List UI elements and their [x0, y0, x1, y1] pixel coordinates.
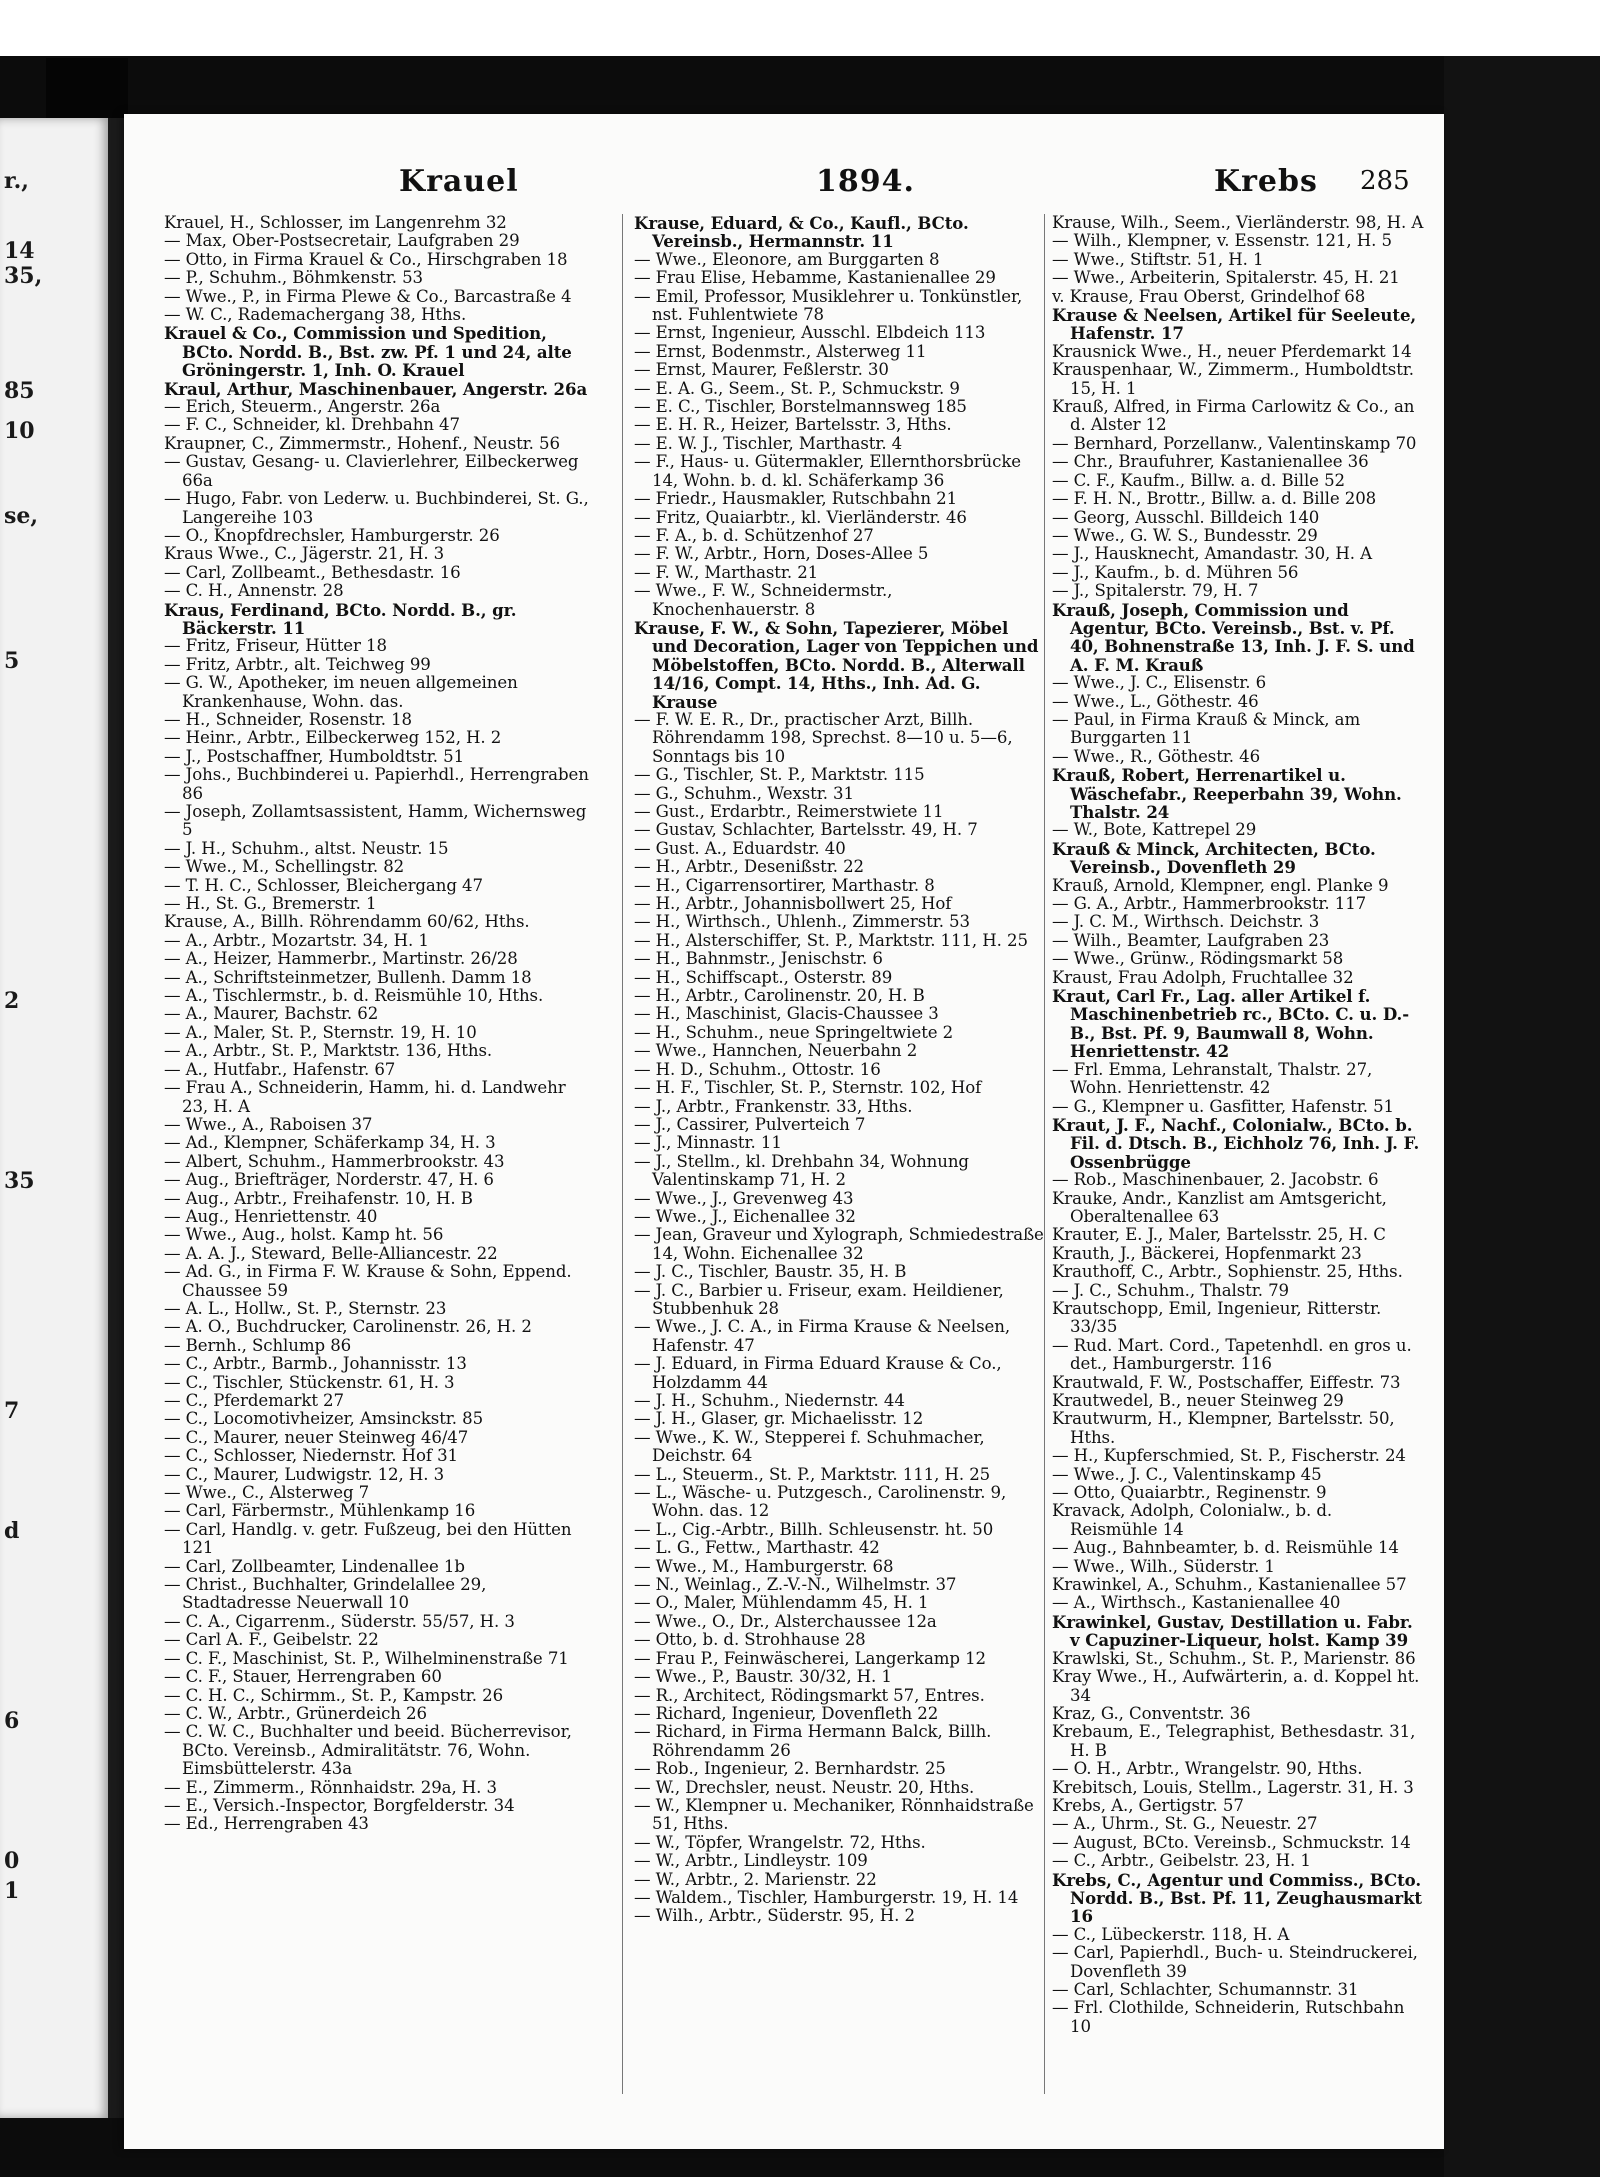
directory-entry: — H., Kupferschmied, St. P., Fischerstr. 24: [1052, 1446, 1406, 1466]
directory-entry: — W., Drechsler, neust. Neustr. 20, Hths.: [634, 1777, 975, 1797]
column-divider: [1044, 214, 1045, 2094]
directory-entry: — Friedr., Hausmakler, Rutschbahn 21: [634, 489, 958, 509]
directory-entry: — Aug., Arbtr., Freihafenstr. 10, H. B: [164, 1188, 473, 1208]
directory-entry: — C. F., Kaufm., Billw. a. d. Bille 52: [1052, 470, 1345, 490]
directory-entry: — C., Lübeckerstr. 118, H. A: [1052, 1924, 1290, 1944]
directory-entry: Kraupner, C., Zimmermstr., Hohenf., Neustr. 56: [164, 433, 560, 453]
directory-entry: — Carl, Zollbeamter, Lindenallee 1b: [164, 1556, 465, 1576]
directory-entry: — H., Schiffscapt., Osterstr. 89: [634, 967, 893, 987]
directory-entry: Krebaum, E., Telegraphist, Bethesdastr. 31, H. B: [1052, 1722, 1416, 1760]
directory-entry: — Otto, in Firma Krauel & Co., Hirschgraben 18: [164, 249, 568, 269]
directory-entry: — H., Arbtr., Desenißstr. 22: [634, 857, 864, 877]
directory-entry: — Frl. Emma, Lehranstalt, Thalstr. 27, Wohn. Henriettenstr. 42: [1052, 1059, 1373, 1098]
directory-entry: — J. H., Glaser, gr. Michaelisstr. 12: [634, 1409, 924, 1429]
directory-entry: — Joseph, Zollamtsassistent, Hamm, Wichernsweg 5: [164, 802, 587, 840]
directory-entry: — T. H. C., Schlosser, Bleichergang 47: [164, 875, 483, 895]
directory-entry: — Wilh., Beamter, Laufgraben 23: [1052, 930, 1330, 950]
directory-entry: — C., Arbtr., Geibelstr. 23, H. 1: [1052, 1851, 1311, 1871]
scan-right-border: [1444, 56, 1600, 2177]
directory-entry: Krautwedel, B., neuer Steinweg 29: [1052, 1391, 1344, 1410]
directory-entry: Krautwald, F. W., Postschaffer, Eiffestr. 73: [1052, 1372, 1401, 1392]
directory-entry: — Ernst, Ingenieur, Ausschl. Elbdeich 113: [634, 323, 986, 343]
directory-entry: — Wwe., R., Göthestr. 46: [1052, 746, 1261, 766]
directory-entry: — Wwe., F. W., Schneidermstr., Knochenhauerstr. 8: [634, 581, 893, 619]
directory-entry: — Wwe., P., Baustr. 30/32, H. 1: [634, 1667, 892, 1687]
directory-entry: Krauthoff, C., Arbtr., Sophienstr. 25, Hths.: [1052, 1262, 1403, 1282]
directory-entry: Krauß, Joseph, Commission und Agentur, BCto. Vereinsb., Bst. v. Pf. 40, Bohnenstraße 13, Inh. J. F. S. und A. F. M. Krauß: [1052, 599, 1415, 675]
directory-entry: — J. H., Schuhm., altst. Neustr. 15: [164, 838, 449, 858]
directory-entry: — W., Arbtr., 2. Marienstr. 22: [634, 1869, 877, 1889]
directory-entry: — Frl. Clothilde, Schneiderin, Rutschbahn 10: [1052, 1998, 1405, 2036]
directory-entry: Krauter, E. J., Maler, Bartelsstr. 25, H. C: [1052, 1225, 1386, 1245]
directory-entry: Krauß, Robert, Herrenartikel u. Wäschefabr., Reeperbahn 39, Wohn. Thalstr. 24: [1052, 765, 1402, 822]
directory-entry: — Wwe., G. W. S., Bundesstr. 29: [1052, 525, 1318, 545]
directory-entry: — Ernst, Maurer, Feßlerstr. 30: [634, 360, 889, 380]
directory-entry: — Wwe., J. C., Valentinskamp 45: [1052, 1464, 1322, 1484]
directory-page: [124, 114, 1444, 2149]
directory-entry: Krause & Neelsen, Artikel für Seeleute, Hafenstr. 17: [1052, 305, 1417, 344]
directory-entry: — Jean, Graveur und Xylograph, Schmiedestraße 14, Wohn. Eichenallee 32: [634, 1225, 1044, 1263]
directory-entry: — Waldem., Tischler, Hamburgerstr. 19, H. 14: [634, 1887, 1019, 1907]
directory-entry: — E., Zimmerm., Rönnhaidstr. 29a, H. 3: [164, 1777, 497, 1797]
directory-entry: — L., Wäsche- u. Putzgesch., Carolinenstr. 9, Wohn. das. 12: [634, 1483, 1007, 1521]
directory-entry: — C., Maurer, neuer Steinweg 46/47: [164, 1427, 469, 1447]
directory-entry: Krawlski, St., Schuhm., St. P., Marienstr. 86: [1052, 1648, 1416, 1668]
directory-entry: — A., Uhrm., St. G., Neuestr. 27: [1052, 1814, 1318, 1834]
directory-entry: — J. C., Barbier u. Friseur, exam. Heildiener, Stubbenhuk 28: [634, 1280, 1004, 1318]
directory-entry: — G. A., Arbtr., Hammerbrookstr. 117: [1052, 894, 1367, 914]
directory-entry: — A., Arbtr., Mozartstr. 34, H. 1: [164, 930, 429, 950]
directory-entry: — C., Maurer, Ludwigstr. 12, H. 3: [164, 1464, 445, 1484]
directory-entry: — C. H., Annenstr. 28: [164, 581, 344, 601]
previous-page-fragment: se,: [4, 503, 39, 529]
directory-entry: — Christ., Buchhalter, Grindelallee 29, Stadtadresse Neuerwall 10: [164, 1575, 487, 1613]
scan-dark-corner: [46, 58, 128, 122]
previous-page-fragment: 35,: [4, 263, 43, 289]
directory-entry: — E. W. J., Tischler, Marthastr. 4: [634, 433, 903, 453]
directory-entry: — Wwe., M., Hamburgerstr. 68: [634, 1556, 894, 1576]
directory-entry: — C., Locomotivheizer, Amsinckstr. 85: [164, 1409, 484, 1429]
directory-entry: — A., Tischlermstr., b. d. Reismühle 10, Hths.: [164, 986, 544, 1006]
directory-entry: — Carl, Handlg. v. getr. Fußzeug, bei den Hütten 121: [164, 1519, 572, 1558]
directory-entry: — Wwe., Stiftstr. 51, H. 1: [1052, 249, 1264, 269]
directory-entry: — J. C. M., Wirthsch. Deichstr. 3: [1052, 912, 1320, 932]
directory-column-2: [634, 214, 1044, 2074]
header-year: 1894.: [816, 164, 915, 199]
directory-entry: Krauth, J., Bäckerei, Hopfenmarkt 23: [1052, 1243, 1362, 1263]
directory-entry: — F., Haus- u. Gütermakler, Ellernthorsbrücke 14, Wohn. b. d. kl. Schäferkamp 36: [634, 452, 1022, 490]
previous-page-fragment: 6: [4, 1708, 20, 1734]
directory-entry: — Wwe., J. C. A., in Firma Krause & Neelsen, Hafenstr. 47: [634, 1317, 1011, 1355]
directory-entry: — C. H. C., Schirmm., St. P., Kampstr. 26: [164, 1685, 504, 1705]
directory-entry: Kravack, Adolph, Colonialw., b. d. Reismühle 14: [1052, 1501, 1333, 1539]
directory-entry: Krebs, C., Agentur und Commiss., BCto. Nordd. B., Bst. Pf. 11, Zeughausmarkt 16: [1052, 1869, 1422, 1927]
directory-entry: — W., Arbtr., Lindleystr. 109: [634, 1851, 868, 1871]
directory-entry: — August, BCto. Vereinsb., Schmuckstr. 14: [1052, 1832, 1411, 1852]
directory-entry: — N., Weinlag., Z.-V.-N., Wilhelmstr. 37: [634, 1575, 957, 1595]
directory-entry: — A. A. J., Steward, Belle-Alliancestr. 22: [164, 1243, 498, 1263]
directory-entry: — Wilh., Klempner, v. Essenstr. 121, H. 5: [1052, 231, 1392, 251]
previous-page-edge: [0, 118, 110, 2118]
directory-entry: Krause, F. W., & Sohn, Tapezierer, Möbel und Decoration, Lager von Teppichen und Möbelstoffen, BCto. Nordd. B., Alterwall 14/16, Compt. 14, Hths., Inh. Ad. G. Krause: [634, 617, 1039, 712]
previous-page-fragment: 10: [4, 418, 35, 444]
directory-entry: — Paul, in Firma Krauß & Minck, am Burggarten 11: [1052, 709, 1361, 748]
directory-entry: — J., Kaufm., b. d. Mühren 56: [1052, 562, 1299, 582]
directory-entry: — H., Cigarrensortirer, Marthastr. 8: [634, 875, 935, 895]
directory-entry: — Wwe., J., Eichenallee 32: [634, 1206, 856, 1226]
directory-entry: Krebitsch, Louis, Stellm., Lagerstr. 31, H. 3: [1052, 1777, 1414, 1797]
directory-entry: — Wwe., J., Grevenweg 43: [634, 1188, 854, 1208]
directory-entry: Kraust, Frau Adolph, Fruchtallee 32: [1052, 967, 1354, 987]
directory-entry: — A. O., Buchdrucker, Carolinenstr. 26, H. 2: [164, 1317, 532, 1337]
directory-entry: — Frau P., Feinwäscherei, Langerkamp 12: [634, 1648, 987, 1668]
directory-entry: Kraut, Carl Fr., Lag. aller Artikel f. Maschinenbetrieb rc., BCto. C. u. D.-B., Bst. Pf. 9, Baumwall 8, Wohn. Henriettenstr. 42: [1052, 986, 1409, 1062]
directory-entry: Krauel, H., Schlosser, im Langenrehm 32: [164, 214, 507, 232]
directory-entry: — A., Maler, St. P., Sternstr. 19, H. 10: [164, 1022, 477, 1042]
directory-entry: — Gust., Erdarbtr., Reimerstwiete 11: [634, 802, 944, 821]
directory-entry: — Carl A. F., Geibelstr. 22: [164, 1630, 379, 1650]
directory-entry: — C., Tischler, Stückenstr. 61, H. 3: [164, 1372, 455, 1392]
directory-entry: — E. H. R., Heizer, Bartelsstr. 3, Hths.: [634, 415, 952, 435]
directory-entry: — Wwe., Eleonore, am Burggarten 8: [634, 249, 940, 269]
directory-entry: — J., Arbtr., Frankenstr. 33, Hths.: [634, 1096, 913, 1116]
directory-entry: — F. A., b. d. Schützenhof 27: [634, 525, 874, 545]
directory-entry: — A., Maurer, Bachstr. 62: [164, 1004, 379, 1024]
directory-entry: — C. W., Arbtr., Grünerdeich 26: [164, 1703, 427, 1723]
directory-entry: Kray Wwe., H., Aufwärterin, a. d. Koppel ht. 34: [1052, 1667, 1420, 1705]
directory-entry: — Richard, in Firma Hermann Balck, Billh. Röhrendamm 26: [634, 1722, 992, 1760]
directory-entry: — E. C., Tischler, Borstelmannsweg 185: [634, 397, 967, 417]
directory-entry: Kraul, Arthur, Maschinenbauer, Angerstr. 26a: [164, 378, 588, 399]
directory-entry: — H., Schneider, Rosenstr. 18: [164, 709, 412, 729]
directory-entry: — H., St. G., Bremerstr. 1: [164, 894, 377, 914]
directory-entry: — Johs., Buchbinderei u. Papierhdl., Herrengraben 86: [164, 765, 589, 803]
directory-entry: — F. W., Marthastr. 21: [634, 562, 819, 582]
directory-entry: — Aug., Bahnbeamter, b. d. Reismühle 14: [1052, 1538, 1399, 1558]
page-header: [124, 158, 1444, 210]
directory-entry: — Bernh., Schlump 86: [164, 1335, 352, 1355]
directory-entry: — Wwe., Hannchen, Neuerbahn 2: [634, 1041, 918, 1061]
directory-entry: Kraut, J. F., Nachf., Colonialw., BCto. b. Fil. d. Dtsch. B., Eichholz 76, Inh. J. F. Ossenbrügge: [1052, 1114, 1420, 1172]
directory-entry: — G. W., Apotheker, im neuen allgemeinen Krankenhause, Wohn. das.: [164, 673, 518, 711]
directory-column-1: [164, 214, 594, 2074]
directory-entry: — Gustav, Schlachter, Bartelsstr. 49, H. 7: [634, 820, 978, 840]
directory-entry: — L. G., Fettw., Marthastr. 42: [634, 1538, 880, 1558]
directory-entry: — J. C., Tischler, Baustr. 35, H. B: [634, 1262, 907, 1282]
page-number: 285: [1360, 166, 1410, 196]
directory-entry: — Wwe., A., Raboisen 37: [164, 1114, 373, 1134]
previous-page-fragment: 14: [4, 238, 35, 264]
directory-entry: — A. L., Hollw., St. P., Sternstr. 23: [164, 1298, 447, 1318]
directory-entry: — Max, Ober-Postsecretair, Laufgraben 29: [164, 231, 520, 251]
directory-entry: — Otto, Quaiarbtr., Reginenstr. 9: [1052, 1483, 1327, 1503]
directory-entry: Krauel & Co., Commission und Spedition, BCto. Nordd. B., Bst. zw. Pf. 1 und 24, alte Gröningerstr. 1, Inh. O. Krauel: [164, 323, 572, 381]
directory-entry: Krauß, Arnold, Klempner, engl. Planke 9: [1052, 875, 1389, 895]
directory-entry: — J., Stellm., kl. Drehbahn 34, Wohnung Valentinskamp 71, H. 2: [634, 1151, 969, 1190]
previous-page-fragment: 1: [4, 1878, 20, 1904]
directory-entry: — Wwe., Wilh., Süderstr. 1: [1052, 1556, 1275, 1576]
directory-entry: — E. A. G., Seem., St. P., Schmuckstr. 9: [634, 378, 960, 398]
directory-entry: — Ernst, Bodenmstr., Alsterweg 11: [634, 341, 927, 361]
directory-entry: — F. C., Schneider, kl. Drehbahn 47: [164, 415, 460, 435]
previous-page-fragment: 7: [4, 1398, 20, 1424]
directory-entry: — Aug., Henriettenstr. 40: [164, 1206, 378, 1226]
directory-entry: — Aug., Briefträger, Norderstr. 47, H. 6: [164, 1170, 494, 1190]
directory-entry: — Otto, b. d. Strohhause 28: [634, 1630, 866, 1650]
directory-entry: Krauspenhaar, W., Zimmerm., Humboldtstr. 15, H. 1: [1052, 360, 1414, 398]
directory-entry: — C. A., Cigarrenm., Süderstr. 55/57, H. 3: [164, 1611, 515, 1631]
directory-column-3: [1052, 214, 1424, 2074]
directory-entry: — Chr., Braufuhrer, Kastanienallee 36: [1052, 452, 1369, 472]
directory-entry: — Frau A., Schneiderin, Hamm, hi. d. Landwehr 23, H. A: [164, 1078, 566, 1116]
directory-entry: — Fritz, Arbtr., alt. Teichweg 99: [164, 654, 431, 674]
directory-entry: — Rud. Mart. Cord., Tapetenhdl. en gros u. det., Hamburgerstr. 116: [1052, 1335, 1412, 1374]
directory-entry: — J., Minnastr. 11: [634, 1133, 782, 1153]
directory-entry: Krauke, Andr., Kanzlist am Amtsgericht, Oberaltenallee 63: [1052, 1188, 1387, 1226]
directory-entry: — J., Cassirer, Pulverteich 7: [634, 1114, 866, 1134]
directory-entry: — J., Hausknecht, Amandastr. 30, H. A: [1052, 544, 1373, 564]
directory-entry: — C., Arbtr., Barmb., Johannisstr. 13: [164, 1354, 467, 1374]
directory-entry: — Fritz, Quaiarbtr., kl. Vierländerstr. 46: [634, 507, 967, 527]
directory-entry: — A., Arbtr., St. P., Marktstr. 136, Hths.: [164, 1041, 493, 1061]
directory-entry: — H., Alsterschiffer, St. P., Marktstr. 111, H. 25: [634, 930, 1028, 950]
directory-entry: Kraus Wwe., C., Jägerstr. 21, H. 3: [164, 544, 445, 564]
directory-entry: — O. H., Arbtr., Wrangelstr. 90, Hths.: [1052, 1759, 1363, 1779]
directory-entry: — Wwe., Arbeiterin, Spitalerstr. 45, H. 21: [1052, 268, 1400, 288]
directory-entry: — J., Postschaffner, Humboldtstr. 51: [164, 746, 465, 766]
directory-entry: — H., Arbtr., Johannisbollwert 25, Hof: [634, 894, 952, 914]
directory-entry: Krause, Eduard, & Co., Kaufl., BCto. Vereinsb., Hermannstr. 11: [634, 214, 969, 252]
directory-entry: — Wwe., Grünw., Rödingsmarkt 58: [1052, 949, 1344, 969]
directory-entry: Krebs, A., Gertigstr. 57: [1052, 1795, 1244, 1815]
directory-entry: Krauß & Minck, Architecten, BCto. Vereinsb., Dovenfleth 29: [1052, 838, 1376, 878]
directory-entry: — Fritz, Friseur, Hütter 18: [164, 636, 387, 656]
directory-entry: Kraus, Ferdinand, BCto. Nordd. B., gr. Bäckerstr. 11: [164, 599, 517, 638]
directory-entry: — L., Cig.-Arbtr., Billh. Schleusenstr. ht. 50: [634, 1519, 994, 1539]
directory-entry: — P., Schuhm., Böhmkenstr. 53: [164, 268, 424, 288]
directory-entry: — Wwe., C., Alsterweg 7: [164, 1483, 370, 1503]
directory-entry: — E., Versich.-Inspector, Borgfelderstr. 34: [164, 1795, 515, 1815]
directory-entry: Krause, A., Billh. Röhrendamm 60/62, Hths.: [164, 912, 530, 932]
directory-entry: — Ad., Klempner, Schäferkamp 34, H. 3: [164, 1133, 496, 1153]
directory-entry: — J. H., Schuhm., Niedernstr. 44: [634, 1391, 905, 1410]
directory-entry: — F. H. N., Brottr., Billw. a. d. Bille 208: [1052, 489, 1377, 509]
directory-entry: — A., Heizer, Hammerbr., Martinstr. 26/28: [164, 949, 518, 969]
directory-entry: — Wwe., P., in Firma Plewe & Co., Barcastraße 4: [164, 286, 572, 306]
directory-entry: — H. D., Schuhm., Ottostr. 16: [634, 1059, 881, 1079]
directory-entry: — C., Pferdemarkt 27: [164, 1391, 344, 1410]
directory-entry: — Ad. G., in Firma F. W. Krause & Sohn, Eppend. Chaussee 59: [164, 1262, 572, 1300]
directory-entry: — Carl, Färbermstr., Mühlenkamp 16: [164, 1501, 476, 1521]
previous-page-fragment: 5: [4, 648, 20, 674]
directory-entry: — Gustav, Gesang- u. Clavierlehrer, Eilbeckerweg 66a: [164, 452, 579, 490]
directory-entry: — W., Klempner u. Mechaniker, Rönnhaidstraße 51, Hths.: [634, 1795, 1034, 1834]
header-right-word: Krebs: [1214, 164, 1318, 199]
directory-entry: — J. Eduard, in Firma Eduard Krause & Co., Holzdamm 44: [634, 1354, 1002, 1392]
directory-entry: — Wwe., Aug., holst. Kamp ht. 56: [164, 1225, 444, 1245]
directory-entry: — Rob., Maschinenbauer, 2. Jacobstr. 6: [1052, 1170, 1379, 1190]
directory-entry: — A., Wirthsch., Kastanienallee 40: [1052, 1593, 1341, 1613]
directory-entry: — C., Schlosser, Niedernstr. Hof 31: [164, 1446, 458, 1466]
directory-entry: — O., Maler, Mühlendamm 45, H. 1: [634, 1593, 929, 1613]
directory-entry: — H., Bahnmstr., Jenischstr. 6: [634, 949, 883, 969]
directory-entry: — C. F., Maschinist, St. P., Wilhelminenstraße 71: [164, 1648, 569, 1668]
directory-entry: Krautwurm, H., Klempner, Bartelsstr. 50, Hths.: [1052, 1409, 1395, 1447]
previous-page-fragment: 0: [4, 1848, 20, 1874]
directory-entry: — Hugo, Fabr. von Lederw. u. Buchbinderei, St. G., Langereihe 103: [164, 489, 589, 527]
directory-entry: — H., Maschinist, Glacis-Chaussee 3: [634, 1004, 939, 1024]
directory-entry: — Albert, Schuhm., Hammerbrookstr. 43: [164, 1151, 505, 1171]
directory-entry: — H., Schuhm., neue Springeltwiete 2: [634, 1022, 954, 1042]
previous-page-fragment: r.,: [4, 168, 29, 194]
directory-entry: — Georg, Ausschl. Billdeich 140: [1052, 507, 1320, 527]
directory-entry: — Wwe., L., Göthestr. 46: [1052, 691, 1259, 711]
directory-entry: — J. C., Schuhm., Thalstr. 79: [1052, 1280, 1290, 1300]
directory-entry: Krauß, Alfred, in Firma Carlowitz & Co., an d. Alster 12: [1052, 397, 1415, 435]
directory-entry: — Frau Elise, Hebamme, Kastanienallee 29: [634, 268, 996, 288]
directory-entry: v. Krause, Frau Oberst, Grindelhof 68: [1052, 286, 1366, 306]
directory-entry: — Rob., Ingenieur, 2. Bernhardstr. 25: [634, 1759, 946, 1779]
directory-entry: — H., Wirthsch., Uhlenh., Zimmerstr. 53: [634, 912, 970, 932]
directory-entry: — C. W. C., Buchhalter und beeid. Bücherrevisor, BCto. Vereinsb., Admiralitätstr. 76, Wohn. Eimsbüttelerstr. 43a: [164, 1722, 572, 1779]
previous-page-fragment: 85: [4, 378, 35, 404]
directory-entry: Krausnick Wwe., H., neuer Pferdemarkt 14: [1052, 341, 1412, 361]
directory-entry: — G., Schuhm., Wexstr. 31: [634, 783, 854, 803]
directory-entry: — A., Hutfabr., Hafenstr. 67: [164, 1059, 396, 1079]
directory-entry: — Bernhard, Porzellanw., Valentinskamp 70: [1052, 433, 1417, 453]
previous-page-fragment: 2: [4, 988, 20, 1014]
column-divider: [622, 214, 623, 2094]
directory-entry: — Erich, Steuerm., Angerstr. 26a: [164, 397, 441, 417]
directory-entry: — L., Steuerm., St. P., Marktstr. 111, H. 25: [634, 1464, 991, 1484]
directory-entry: — Wilh., Arbtr., Süderstr. 95, H. 2: [634, 1906, 915, 1926]
directory-entry: — O., Knopfdrechsler, Hamburgerstr. 26: [164, 525, 500, 545]
directory-entry: — J., Spitalerstr. 79, H. 7: [1052, 581, 1259, 601]
directory-entry: Kraz, G., Conventstr. 36: [1052, 1703, 1251, 1723]
directory-entry: — F. W. E. R., Dr., practischer Arzt, Billh. Röhrendamm 198, Sprechst. 8—10 u. 5—6, Sonntags bis 10: [634, 709, 1013, 766]
directory-entry: — C. F., Stauer, Herrengraben 60: [164, 1667, 442, 1687]
directory-entry: — Carl, Schlachter, Schumannstr. 31: [1052, 1980, 1359, 1999]
header-left-word: Krauel: [399, 164, 519, 199]
directory-entry: — Wwe., K. W., Stepperei f. Schuhmacher, Deichstr. 64: [634, 1427, 985, 1466]
directory-entry: — Emil, Professor, Musiklehrer u. Tonkünstler, nst. Fuhlentwiete 78: [634, 286, 1023, 325]
directory-entry: — Wwe., M., Schellingstr. 82: [164, 857, 405, 877]
directory-entry: Krautschopp, Emil, Ingenieur, Ritterstr. 33/35: [1052, 1298, 1382, 1337]
directory-entry: — F. W., Arbtr., Horn, Doses-Allee 5: [634, 544, 929, 564]
directory-entry: — W., Bote, Kattrepel 29: [1052, 820, 1257, 840]
directory-entry: — Gust. A., Eduardstr. 40: [634, 838, 846, 858]
directory-entry: — Heinr., Arbtr., Eilbeckerweg 152, H. 2: [164, 728, 502, 748]
directory-entry: — Carl, Zollbeamt., Bethesdastr. 16: [164, 562, 461, 582]
directory-entry: — W. C., Rademachergang 38, Hths.: [164, 305, 467, 325]
directory-entry: — Wwe., J. C., Elisenstr. 6: [1052, 673, 1267, 693]
directory-entry: Krawinkel, Gustav, Destillation u. Fabr. v Capuziner-Liqueur, holst. Kamp 39: [1052, 1611, 1413, 1651]
directory-entry: — Carl, Papierhdl., Buch- u. Steindruckerei, Dovenfleth 39: [1052, 1943, 1418, 1981]
directory-entry: — H. F., Tischler, St. P., Sternstr. 102, Hof: [634, 1078, 982, 1098]
directory-entry: — H., Arbtr., Carolinenstr. 20, H. B: [634, 986, 925, 1006]
directory-entry: Krause, Wilh., Seem., Vierländerstr. 98, H. A: [1052, 214, 1424, 232]
directory-entry: — A., Schriftsteinmetzer, Bullenh. Damm 18: [164, 967, 532, 987]
directory-entry: — Richard, Ingenieur, Dovenfleth 22: [634, 1703, 939, 1723]
directory-entry: — Ed., Herrengraben 43: [164, 1814, 369, 1834]
previous-page-fragment: d: [4, 1518, 20, 1544]
directory-entry: — R., Architect, Rödingsmarkt 57, Entres.: [634, 1685, 985, 1705]
directory-entry: — G., Tischler, St. P., Marktstr. 115: [634, 765, 925, 785]
directory-entry: Krawinkel, A., Schuhm., Kastanienallee 57: [1052, 1575, 1407, 1595]
previous-page-fragment: 35: [4, 1168, 35, 1194]
directory-entry: — G., Klempner u. Gasfitter, Hafenstr. 51: [1052, 1096, 1394, 1116]
directory-entry: — Wwe., O., Dr., Alsterchaussee 12a: [634, 1611, 937, 1631]
directory-entry: — W., Töpfer, Wrangelstr. 72, Hths.: [634, 1832, 926, 1852]
